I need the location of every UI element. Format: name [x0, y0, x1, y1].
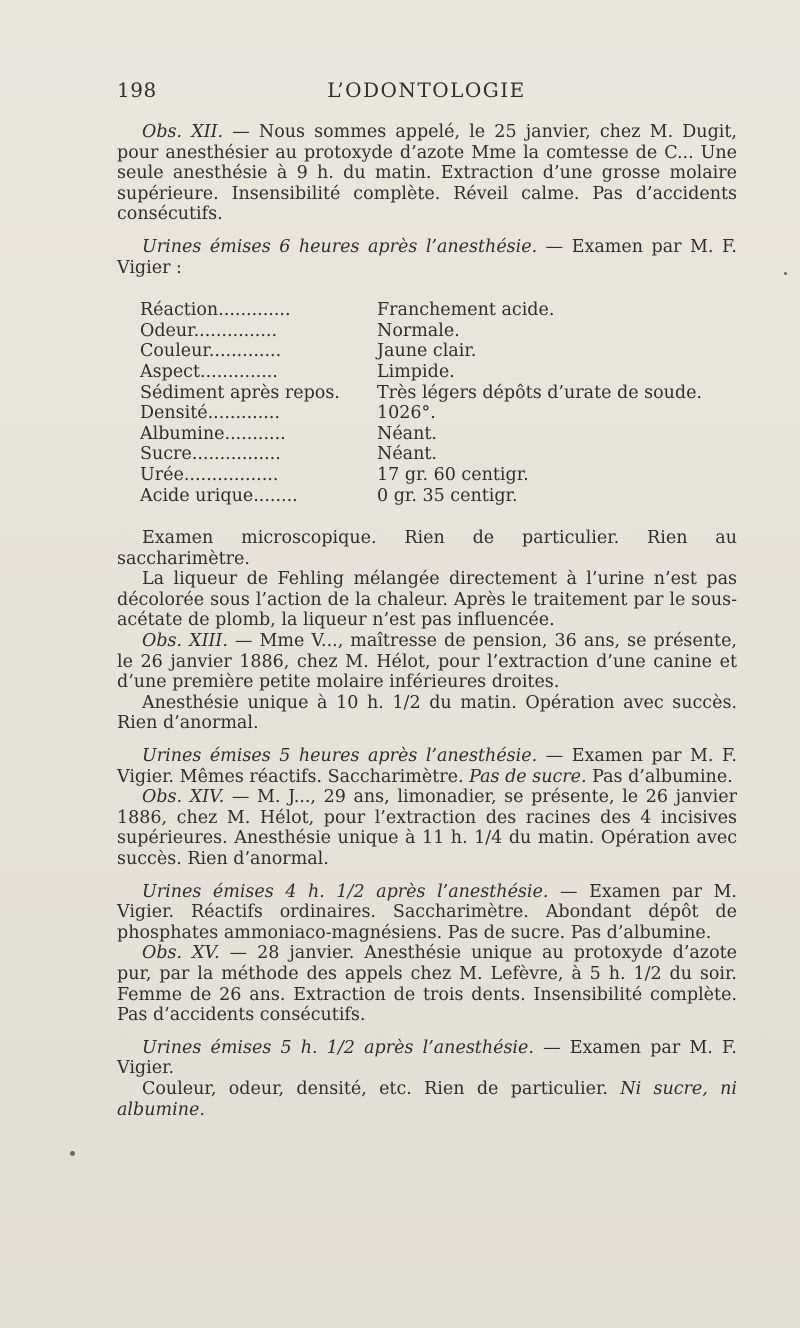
obs-13-no-albumin: Pas d’albumine. [586, 766, 733, 787]
obs-13-urines-paragraph [117, 746, 737, 787]
obs-14-text: — M. J..., 29 ans, limonadier, se présente, le 26 janvier 1886, chez M. Hélot, pour l’extraction des racines des 4 incisives supérieures. Anesthésie unique à 11 h. 1/4 du matin. Opération avec succès. Rien d’anormal. [117, 787, 737, 869]
obs-13-paragraph [117, 631, 737, 693]
obs-14-urines-heading: Urines émises 4 h. 1/2 après l’anesthésie. [142, 881, 549, 902]
urine-table-row [140, 362, 730, 383]
urine-property-label: Aspect.............. [140, 361, 278, 382]
obs-12-label: Obs. XII. [142, 122, 224, 142]
urine-property-value: 17 gr. 60 centigr. [377, 464, 529, 485]
urine-table-row [140, 321, 730, 342]
page-number: 198 [117, 78, 157, 102]
obs-15-urines-heading: Urines émises 5 h. 1/2 après l’anesthésie. [142, 1037, 534, 1058]
urine-property-value: Jaune clair. [377, 341, 477, 362]
obs-14-label: Obs. XIV. [142, 787, 225, 808]
obs-12-text: — Nous sommes appelé, le 25 janvier, chez M. Dugit, pour anesthésier au protoxyde d’azote Mme la comtesse de C... Une seule anesthésie à 9 h. du matin. Extraction d’une grosse molaire supérieure. Insensibilité complète. Réveil calme. Pas d’accidents consécutifs. [117, 122, 737, 225]
fehling-paragraph: La liqueur de Fehling mélangée directement à l’urine n’est pas décolorée sous l’action de la chaleur. Après le traitement par le sous-acétate de plomb, la liqueur n’est pas influencée. [117, 569, 737, 631]
urine-table-row [140, 465, 730, 486]
urine-property-label: Réaction............. [140, 300, 291, 321]
urine-table-row [140, 300, 730, 321]
obs-14-urines-text: — Examen par M. Vigier. Réactifs ordinaires. Saccharimètre. Abondant dépôt de phosphates ammoniaco-magnésiens. Pas de sucre. Pas d’albumine. [117, 881, 737, 943]
page-header [117, 78, 736, 108]
obs-13-urines-heading: Urines émises 5 heures après l’anesthésie. [142, 746, 538, 767]
obs-15-urines-examiner: — Examen par M. F. Vigier. [117, 1037, 737, 1079]
obs-15-urines-paragraph [117, 1038, 737, 1079]
urine-property-label: Couleur............. [140, 341, 282, 362]
ink-speck [70, 1151, 75, 1156]
urine-property-label: Odeur............... [140, 320, 278, 341]
urine-analysis-table [140, 300, 730, 506]
urine-table-row [140, 403, 730, 424]
urine-property-label: Urée................. [140, 464, 279, 485]
obs-12-paragraph [117, 122, 737, 225]
obs-13-no-sugar: Pas de sucre. [469, 766, 587, 787]
obs-14-paragraph [117, 787, 737, 869]
obs-13-urines-text: — Examen par M. F. Vigier. Mêmes réactifs. Saccharimètre. [117, 746, 737, 787]
obs-12-urines-heading: Urines émises 6 heures après l’anesthésie. [142, 236, 538, 257]
obs-15-final-paragraph [117, 1079, 737, 1120]
running-title: L’ODONTOLOGIE [327, 78, 526, 102]
obs-15-final-italic: Ni sucre, ni albumine. [117, 1078, 737, 1120]
urine-table-row [140, 486, 730, 507]
urine-table-row [140, 444, 730, 465]
obs-14-urines-paragraph [117, 882, 737, 944]
urine-property-value: Franchement acide. [377, 300, 555, 321]
urine-property-value: Néant. [377, 423, 437, 444]
obs-15-text: — 28 janvier. Anesthésie unique au protoxyde d’azote pur, par la méthode des appels chez M. Lefèvre, à 5 h. 1/2 du soir. Femme de 26 ans. Extraction de trois dents. Insensibilité complète. Pas d’accidents consécutifs. [117, 943, 737, 1026]
urine-property-label: Densité............. [140, 403, 280, 424]
urine-property-value: 1026°. [377, 403, 436, 424]
urine-property-value: Normale. [377, 320, 460, 341]
obs-15-label: Obs. XV. [142, 943, 220, 964]
obs-12-urines-paragraph [117, 237, 737, 278]
urine-property-value: Très légers dépôts d’urate de soude. [377, 382, 703, 403]
urine-property-label: Albumine........... [140, 423, 286, 444]
obs-13-label: Obs. XIII. [142, 631, 228, 652]
urine-table-row [140, 341, 730, 362]
obs-13-text: — Mme V..., maîtresse de pension, 36 ans, se présente, le 26 janvier 1886, chez M. Hélot, pour l’extraction d’une canine et d’une première petite molaire inférieures droites. [117, 631, 737, 693]
urine-property-label: Sédiment après repos. [140, 382, 340, 403]
obs-15-paragraph [117, 943, 737, 1025]
obs-15-final-text: Couleur, odeur, densité, etc. Rien de particulier. [142, 1078, 621, 1099]
urine-property-label: Acide urique........ [140, 485, 298, 506]
urine-property-value: Limpide. [377, 361, 455, 382]
obs-12-urines-examiner: — Examen par M. F. Vigier : [117, 236, 737, 278]
urine-property-label: Sucre................ [140, 444, 281, 465]
urine-property-value: 0 gr. 35 centigr. [377, 485, 518, 506]
urine-table-row [140, 383, 730, 404]
microscopic-paragraph: Examen microscopique. Rien de particulier. Rien au saccharimètre. [117, 528, 737, 569]
obs-13-anesthesia-paragraph: Anesthésie unique à 10 h. 1/2 du matin. Opération avec succès. Rien d’anormal. [117, 692, 737, 734]
urine-property-value: Néant. [377, 444, 437, 465]
page-body [117, 122, 737, 1120]
ink-speck [784, 272, 787, 275]
urine-table-row [140, 424, 730, 445]
